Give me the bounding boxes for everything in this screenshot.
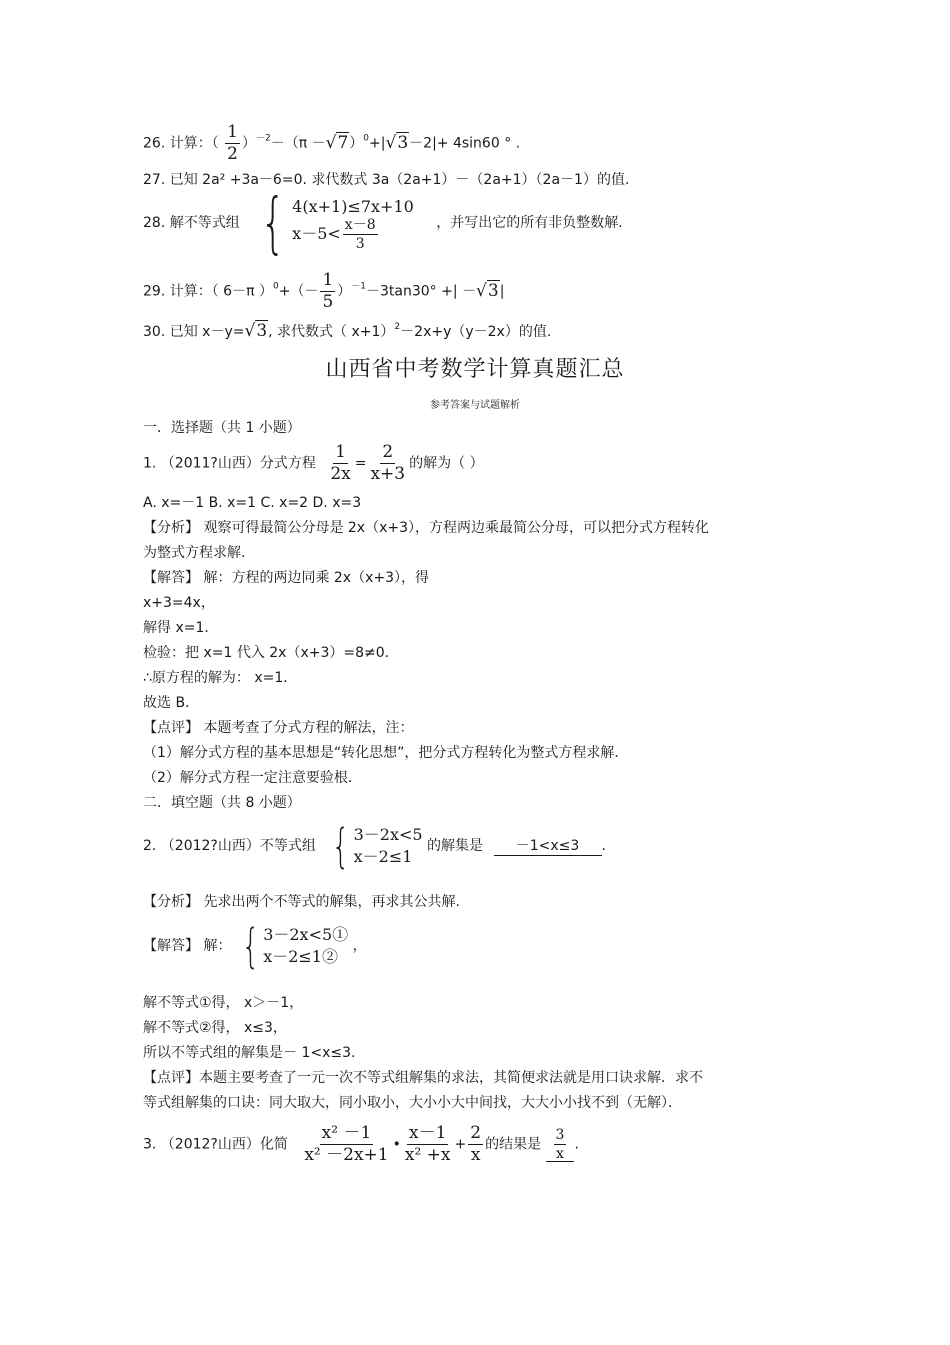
inequality-system: { 3－2x<5① x－2≤1② [241, 919, 349, 973]
problem-30: 30. 已知 x－y=√3, 求代数式（ x+1）$^2$－2x+y（y－2x）的值. [143, 321, 552, 341]
text-line: 【点评】 本题考查了分式方程的解法，注： [143, 720, 414, 736]
problem-27: 27. 已知 2a² +3a－6=0. 求代数式 3a（2a+1）－（2a+1）（2a－1）的值. [143, 172, 630, 188]
question-1-options: A. x=－1 B. x=1 C. x=2 D. x=3 [143, 495, 362, 511]
fraction: $\frac{3}{x}$ [555, 1126, 565, 1162]
answer-blank: －1<x≤3 [494, 837, 602, 856]
sqrt-symbol: √3 [385, 132, 409, 153]
section-heading: 一．选择题（共 1 小题） [143, 420, 301, 436]
fraction: $\frac{1}{2x}$ [330, 442, 351, 484]
text-line: 所以不等式组的解集是－ 1<x≤3. [143, 1045, 356, 1061]
problem-28: 28. 解不等式组 { 4(x+1)≤7x+10 x－5< $\frac{x-8}{3}$ ，并写出它的所有非负整数解. [143, 184, 623, 261]
brace: { [332, 819, 350, 873]
text-line: （1）解分式方程的基本思想是“转化思想”，把分式方程转化为整式方程求解． [143, 745, 629, 761]
inequality-system: { 4(x+1)≤7x+10 x－5< $\frac{x-8}{3}$ [260, 184, 414, 261]
text-line: 解不等式①得， x＞－1， [143, 995, 304, 1011]
question-1: 1. （2011?山西）分式方程 $\frac{1}{2x}$ = $\frac{2}{x+3}$ 的解为（ ） [143, 442, 484, 484]
brace: { [260, 184, 286, 261]
fraction: $\frac{2}{x}$ [470, 1123, 482, 1165]
text-line: 解不等式②得， x≤3， [143, 1020, 287, 1036]
fraction: $\frac{\text{x² －1}}{\text{x² －2x+1}}$ [304, 1123, 389, 1165]
text-line: 【分析】 观察可得最简公分母是 2x（x+3），方程两边乘最简公分母，可以把分式方程转化 [143, 520, 710, 536]
question-3: 3. （2012?山西）化简 $\frac{\text{x² －1}}{\text{x² －2x+1}}$ • $\frac{x-1}{\text{x² +x}}$ + $\frac{2}{x}$ 的结果是 $\frac{3}{x}$ . [143, 1123, 579, 1165]
question-2-analysis: 【分析】 先求出两个不等式的解集，再求其公共解. [143, 894, 460, 910]
text-line: 检验：把 x=1 代入 2x（x+3）=8≠0． [143, 645, 399, 661]
fraction: $\frac{1}{2}$ [227, 122, 238, 164]
answer-blank [546, 1128, 575, 1162]
problem-26: 26. 计算：（ $\frac{1}{2}$ ）$^{-2}-(\pi -√7)^0+|√3-2|+ 4\sin 60$ ° . [143, 122, 521, 164]
text-line: 为整式方程求解. [143, 545, 246, 561]
fraction: $\frac{1}{5}$ [322, 270, 334, 312]
sqrt-symbol: √3 [476, 280, 499, 301]
text-line: 等式组解集的口诀：同大取大，同小取小，大小小大中间找，大大小小找不到（无解）． [143, 1095, 682, 1111]
text-line: x+3=4x， [143, 595, 215, 611]
question-2-solution: 【解答】 解： { 3－2x<5① x－2≤1② ， [143, 919, 367, 973]
inequality-system: { 3－2x<5 x－2≤1 [332, 819, 423, 873]
sqrt-symbol: √3 [244, 321, 268, 341]
text-line: 故选 B． [143, 695, 200, 711]
fraction: $\frac{2}{x+3}$ [370, 442, 406, 484]
problem-29: 29. 计算：（ 6－π ）$^0$+（－ $\frac{1}{5}$ ）$^{-1}$－3tan30° +| －√3| [143, 270, 505, 312]
question-2: 2. （2012?山西）不等式组 { 3－2x<5 x－2≤1 的解集是 －1<x≤3 . [143, 819, 606, 873]
fraction: $\frac{x-8}{3}$ [344, 216, 376, 252]
section-heading: 二．填空题（共 8 小题） [143, 795, 301, 811]
text-line: 【解答】 解：方程的两边同乘 2x（x+3），得 [143, 570, 430, 586]
sqrt-symbol: √7 [325, 132, 349, 153]
text-line: 解得 x=1． [143, 620, 219, 636]
fraction: $\frac{x-1}{\text{x² +x}}$ [404, 1123, 451, 1165]
text-line: 【点评】本题主要考查了一元一次不等式组解集的求法，其简便求法就是用口诀求解．求不 [143, 1070, 703, 1086]
brace: { [241, 919, 260, 973]
text-line: （2）解分式方程一定注意要验根． [143, 770, 362, 786]
text-line: ∴原方程的解为： x=1． [143, 670, 298, 686]
page-subtitle: 参考答案与试题解析 [430, 400, 520, 411]
page-title: 山西省中考数学计算真题汇总 [325, 357, 625, 382]
